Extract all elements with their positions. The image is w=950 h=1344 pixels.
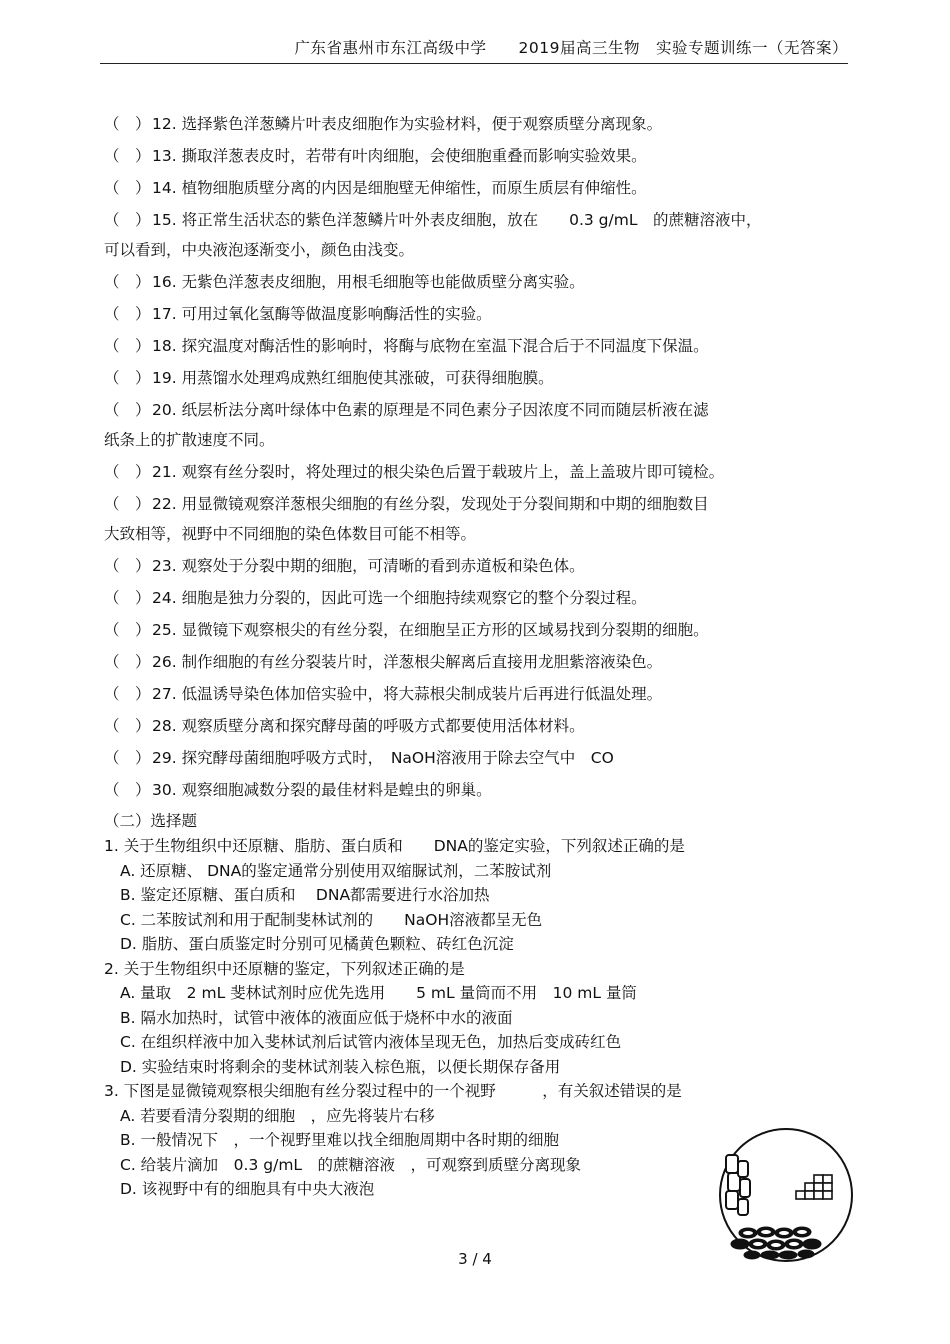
judgment-item [104, 742, 844, 774]
elongated-cells [726, 1155, 750, 1215]
judgment-item [104, 550, 844, 582]
judgment-text: 27. 低温诱导染色体加倍实验中，将大蒜根尖制成装片后再进行低温处理。 [152, 685, 663, 703]
judgment-text: 25. 显微镜下观察根尖的有丝分裂，在细胞呈正方形的区域易找到分裂期的细胞。 [152, 621, 709, 639]
answer-blank[interactable]: （ ） [104, 147, 151, 165]
judgment-text: 15. 将正常生活状态的紫色洋葱鳞片叶外表皮细胞，放在 0.3 g/mL 的蔗糖溶液中， [152, 211, 762, 229]
judgment-item [104, 362, 844, 394]
question-option[interactable]: D. 该视野中有的细胞具有中央大液泡 [120, 1180, 375, 1198]
judgment-text: 16. 无紫色洋葱表皮细胞，用根毛细胞等也能做质壁分离实验。 [152, 273, 585, 291]
judgment-text: 20. 纸层析法分离叶绿体中色素的原理是不同色素分子因浓度不同而随层析液在滤 [152, 401, 709, 419]
page-content [104, 108, 844, 1202]
judgment-text: 19. 用蒸馏水处理鸡成熟红细胞使其涨破，可获得细胞膜。 [152, 369, 554, 387]
judgment-text: 18. 探究温度对酶活性的影响时，将酶与底物在室温下混合后于不同温度下保温。 [152, 337, 709, 355]
answer-blank[interactable]: （ ） [104, 305, 151, 323]
judgment-item [104, 774, 844, 806]
judgment-text: 30. 观察细胞减数分裂的最佳材料是蝗虫的卵巢。 [152, 781, 492, 799]
answer-blank[interactable]: （ ） [104, 273, 151, 291]
judgment-item [104, 108, 844, 140]
judgment-list [104, 108, 844, 806]
question-stem: 2. 关于生物组织中还原糖的鉴定，下列叙述正确的是 [104, 959, 465, 978]
question-option[interactable]: B. 鉴定还原糖、蛋白质和 DNA都需要进行水浴加热 [120, 886, 490, 904]
judgment-continuation: 大致相等，视野中不同细胞的染色体数目可能不相等。 [104, 525, 477, 543]
judgment-text: 13. 撕取洋葱表皮时，若带有叶肉细胞，会使细胞重叠而影响实验效果。 [152, 147, 647, 165]
page-number: 3 / 4 [458, 1250, 492, 1268]
answer-blank[interactable]: （ ） [104, 749, 151, 767]
judgment-item [104, 204, 844, 236]
judgment-text: 17. 可用过氧化氢酶等做温度影响酶活性的实验。 [152, 305, 492, 323]
answer-blank[interactable]: （ ） [104, 717, 151, 735]
question-option[interactable]: B. 一般情况下 ，一个视野里难以找全细胞周期中各时期的细胞 [120, 1131, 559, 1149]
question-option[interactable]: B. 隔水加热时，试管中液体的液面应低于烧杯中水的液面 [120, 1008, 513, 1027]
judgment-item [104, 266, 844, 298]
question-option[interactable]: C. 给装片滴加 0.3 g/mL 的蔗糖溶液 ，可观察到质壁分离现象 [120, 1155, 582, 1174]
question-option[interactable]: A. 还原糖、 DNA的鉴定通常分别使用双缩脲试剂，二苯胺试剂 [120, 861, 552, 880]
judgment-continuation: 纸条上的扩散速度不同。 [104, 431, 275, 449]
judgment-text: 22. 用显微镜观察洋葱根尖细胞的有丝分裂，发现处于分裂间期和中期的细胞数目 [152, 495, 709, 513]
judgment-text: 14. 植物细胞质壁分离的内因是细胞壁无伸缩性，而原生质层有伸缩性。 [152, 179, 647, 197]
question-option[interactable]: C. 在组织样液中加入斐林试剂后试管内液体呈现无色，加热后变成砖红色 [120, 1033, 622, 1051]
answer-blank[interactable]: （ ） [104, 337, 151, 355]
judgment-text: 29. 探究酵母菌细胞呼吸方式时， NaOH溶液用于除去空气中 CO [152, 749, 614, 767]
judgment-item [104, 456, 844, 488]
answer-blank[interactable]: （ ） [104, 495, 151, 513]
judgment-item [104, 646, 844, 678]
judgment-item [104, 140, 844, 172]
judgment-item [104, 394, 844, 426]
answer-blank[interactable]: （ ） [104, 179, 151, 197]
question-option[interactable]: D. 实验结束时将剩余的斐林试剂装入棕色瓶，以便长期保存备用 [120, 1057, 561, 1076]
judgment-text: 21. 观察有丝分裂时，将处理过的根尖染色后置于载玻片上，盖上盖玻片即可镜检。 [152, 463, 725, 481]
answer-blank[interactable]: （ ） [104, 463, 151, 481]
answer-blank[interactable]: （ ） [104, 115, 151, 133]
judgment-text: 12. 选择紫色洋葱鳞片叶表皮细胞作为实验材料，便于观察质壁分离现象。 [152, 115, 663, 133]
answer-blank[interactable]: （ ） [104, 685, 151, 703]
judgment-item [104, 298, 844, 330]
judgment-text: 24. 细胞是独力分裂的，因此可选一个细胞持续观察它的整个分裂过程。 [152, 589, 647, 607]
judgment-text: 28. 观察质壁分离和探究酵母菌的呼吸方式都要使用活体材料。 [152, 717, 585, 735]
question-option[interactable]: A. 量取 2 mL 斐林试剂时应优先选用 5 mL 量筒而不用 10 mL 量筒 [120, 984, 637, 1002]
question-option[interactable]: A. 若要看清分裂期的细胞 ，应先将装片右移 [120, 1106, 435, 1125]
judgment-text: 26. 制作细胞的有丝分裂装片时，洋葱根尖解离后直接用龙胆紫溶液染色。 [152, 653, 663, 671]
judgment-text: 23. 观察处于分裂中期的细胞，可清晰的看到赤道板和染色体。 [152, 557, 585, 575]
judgment-item [104, 172, 844, 204]
answer-blank[interactable]: （ ） [104, 653, 151, 671]
answer-blank[interactable]: （ ） [104, 781, 151, 799]
answer-blank[interactable]: （ ） [104, 211, 151, 229]
section-title: （二）选择题 [104, 812, 198, 830]
answer-blank[interactable]: （ ） [104, 557, 151, 575]
judgment-item [104, 678, 844, 710]
judgment-continuation: 可以看到，中央液泡逐渐变小，颜色由浅变。 [104, 241, 415, 259]
microscope-field-figure [718, 1127, 854, 1263]
page-header: 广东省惠州市东江高级中学 2019届高三生物 实验专题训练一（无答案） [294, 39, 848, 57]
answer-blank[interactable]: （ ） [104, 589, 151, 607]
judgment-item [104, 582, 844, 614]
answer-blank[interactable]: （ ） [104, 369, 151, 387]
question-option[interactable]: C. 二苯胺试剂和用于配制斐林试剂的 NaOH溶液都呈无色 [120, 910, 543, 929]
header-rule [100, 63, 848, 64]
judgment-item [104, 614, 844, 646]
question-stem: 3. 下图是显微镜观察根尖细胞有丝分裂过程中的一个视野 ，有关叙述错误的是 [104, 1082, 682, 1100]
question-option[interactable]: D. 脂肪、蛋白质鉴定时分别可见橘黄色颗粒、砖红色沉淀 [120, 935, 514, 953]
question-stem: 1. 关于生物组织中还原糖、脂肪、蛋白质和 DNA的鉴定实验，下列叙述正确的是 [104, 837, 685, 855]
answer-blank[interactable]: （ ） [104, 621, 151, 639]
judgment-item [104, 330, 844, 362]
judgment-item [104, 710, 844, 742]
judgment-item [104, 488, 844, 520]
answer-blank[interactable]: （ ） [104, 401, 151, 419]
